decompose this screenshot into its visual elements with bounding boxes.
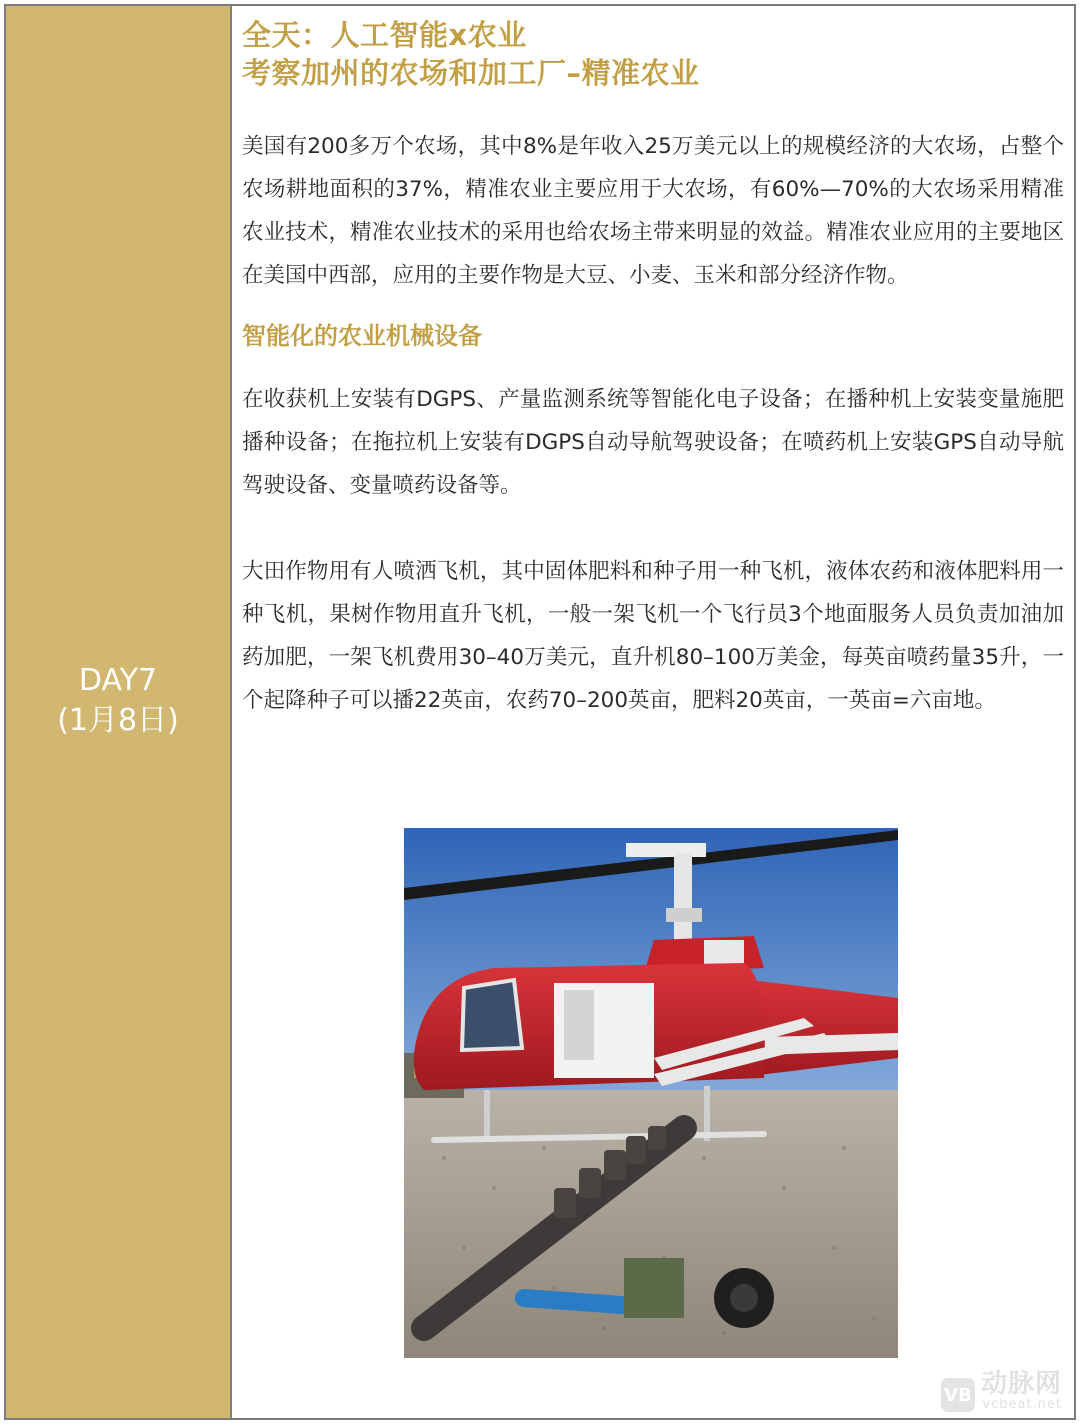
watermark-name: 动脉网 — [980, 1369, 1062, 1399]
day-date: (1月8日) — [57, 703, 179, 738]
helicopter-photo — [404, 828, 898, 1358]
title-line-2: 考察加州的农场和加工厂–精准农业 — [242, 56, 700, 90]
page-title — [242, 16, 1064, 92]
vcbeat-watermark — [941, 1370, 1062, 1412]
content-column — [232, 6, 1074, 1418]
aircraft-paragraph: 大田作物用有人喷洒飞机，其中固体肥料和种子用一种飞机，液体农药和液体肥料用一种飞机，果树作物用直升飞机，一般一架飞机一个飞行员3个地面服务人员负责加油加药加肥，一架飞机费用30–40万美元，直升机80–100万美金，每英亩喷药量35升，一个起降种子可以播22英亩，农药70–200英亩，肥料20英亩，一英亩=六亩地。 — [242, 559, 1064, 713]
watermark-url: vcbeat.net — [982, 1397, 1062, 1412]
day-number: DAY7 — [78, 663, 158, 698]
section-heading: 智能化的农业机械设备 — [242, 322, 482, 350]
day-column — [6, 6, 232, 1418]
vb-logo-icon: VB — [941, 1378, 975, 1412]
day-itinerary-table — [4, 4, 1076, 1420]
title-line-1: 全天：人工智能x农业 — [242, 18, 527, 52]
watermark-text — [981, 1370, 1062, 1412]
equipment-paragraph: 在收获机上安装有DGPS、产量监测系统等智能化电子设备；在播种机上安装变量施肥播种设备；在拖拉机上安装有DGPS自动导航驾驶设备；在喷药机上安装GPS自动导航驾驶设备、变量喷药设备等。 — [242, 387, 1064, 498]
day-label — [6, 661, 230, 741]
intro-paragraph: 美国有200多万个农场，其中8%是年收入25万美元以上的规模经济的大农场，占整个农场耕地面积的37%，精准农业主要应用于大农场，有60%—70%的大农场采用精准农业技术，精准农业技术的采用也给农场主带来明显的效益。精准农业应用的主要地区在美国中西部，应用的主要作物是大豆、小麦、玉米和部分经济作物。 — [242, 134, 1064, 288]
